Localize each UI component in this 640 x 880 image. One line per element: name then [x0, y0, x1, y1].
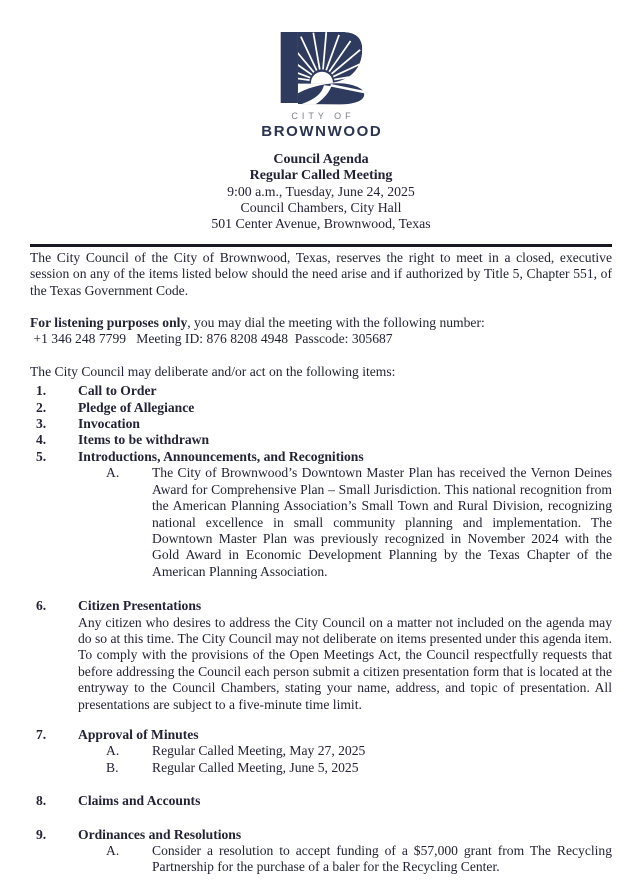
item-title: Call to Order — [78, 383, 157, 399]
subitem-letter: A. — [106, 743, 120, 759]
agenda-subitem-5a — [78, 465, 612, 580]
subitem-text: Regular Called Meeting, May 27, 2025 — [152, 743, 366, 759]
item-body-text: Any citizen who desires to address the City Council on a matter not included on the agenda may do so at this time. The City Council may not deliberate on items presented under this agenda item. To comply with the provisions of the Open Meetings Act, the Council respectfully requests that before addressing the Council each person submit a citizen presentation form that is located at the entryway to the Council Chambers, stating your name, address, and topic of presentation. All presentations are subject to a five-minute time limit. — [78, 614, 612, 712]
item-title: Pledge of Allegiance — [78, 399, 195, 415]
listening-lead: For listening purposes only — [30, 315, 188, 331]
agenda-item-6 — [30, 598, 612, 713]
listening-info — [30, 315, 612, 331]
agenda-item-4 — [30, 432, 612, 448]
item-number: 9. — [36, 826, 47, 842]
brownwood-b-mark-icon — [273, 28, 369, 105]
subitem-letter: A. — [106, 465, 120, 481]
meeting-address: 501 Center Avenue, Brownwood, Texas — [211, 215, 431, 231]
item-number: 1. — [36, 383, 47, 399]
masthead — [30, 0, 612, 232]
agenda-item-9 — [30, 827, 612, 876]
dial-in-details: +1 346 248 7799 Meeting ID: 876 8208 4948 Passcode: 305687 — [30, 331, 393, 347]
item-title: Citizen Presentations — [78, 598, 202, 614]
agenda-subitem-9a — [78, 843, 612, 876]
agenda-list — [30, 383, 612, 876]
city-logo — [260, 28, 383, 141]
meeting-type: Regular Called Meeting — [249, 167, 393, 183]
deliberate-note: The City Council may deliberate and/or act on the following items: — [30, 363, 396, 379]
agenda-item-8 — [30, 793, 612, 809]
item-title: Introductions, Announcements, and Recognitions — [78, 448, 364, 464]
agenda-item-3 — [30, 416, 612, 432]
item-title: Ordinances and Resolutions — [78, 826, 242, 842]
item-number: 2. — [36, 399, 47, 415]
meeting-header — [30, 152, 612, 232]
item-title: Claims and Accounts — [78, 793, 201, 809]
agenda-item-2 — [30, 400, 612, 416]
agenda-title: Council Agenda — [273, 151, 369, 167]
subitem-text: Regular Called Meeting, June 5, 2025 — [152, 759, 359, 775]
item-title: Invocation — [78, 416, 140, 432]
subitem-text: Consider a resolution to accept funding of a $57,000 grant from The Recycling Partnership for the purchase of a baler for the Recycling Center. — [152, 843, 612, 875]
subitem-text: The City of Brownwood’s Downtown Master Plan has received the Vernon Deines Award for Comprehensive Plan – Small Jurisdiction. This national recognition from the American Planning Association’s Small Town and Rural Division, recognizing national excellence in small community planning and implementation. The Downtown Master Plan was previously recognized in November 2024 with the Gold Award in Economic Development Planning by the Texas Chapter of the American Planning Association. — [152, 465, 612, 579]
item-number: 5. — [36, 448, 47, 464]
item-number: 7. — [36, 726, 47, 742]
closed-session-notice: The City Council of the City of Brownwood, Texas, reserves the right to meet in a closed, executive session on any of the items listed below should the need arise and if authorized by Title 5, Chapter 551, of the Texas Government Code. — [30, 249, 612, 298]
meeting-location: Council Chambers, City Hall — [240, 199, 402, 215]
item-number: 3. — [36, 416, 47, 432]
agenda-item-1 — [30, 383, 612, 399]
subitem-letter: A. — [106, 843, 120, 858]
item-number: 6. — [36, 598, 47, 614]
agenda-subitem-7b — [78, 760, 612, 776]
item-number: 8. — [36, 793, 47, 809]
meeting-datetime: 9:00 a.m., Tuesday, June 24, 2025 — [227, 183, 415, 199]
item-title: Items to be withdrawn — [78, 432, 210, 448]
divider-rule — [30, 244, 612, 247]
listening-rest: , you may dial the meeting with the following number: — [187, 315, 485, 331]
logo-brownwood-text: BROWNWOOD — [261, 123, 383, 141]
agenda-item-7 — [30, 727, 612, 776]
item-number: 4. — [36, 432, 47, 448]
logo-city-of-text: CITY OF — [291, 111, 355, 121]
agenda-item-5 — [30, 449, 612, 580]
agenda-subitem-7a — [78, 743, 612, 759]
item-title: Approval of Minutes — [78, 726, 199, 742]
subitem-letter: B. — [106, 759, 119, 775]
